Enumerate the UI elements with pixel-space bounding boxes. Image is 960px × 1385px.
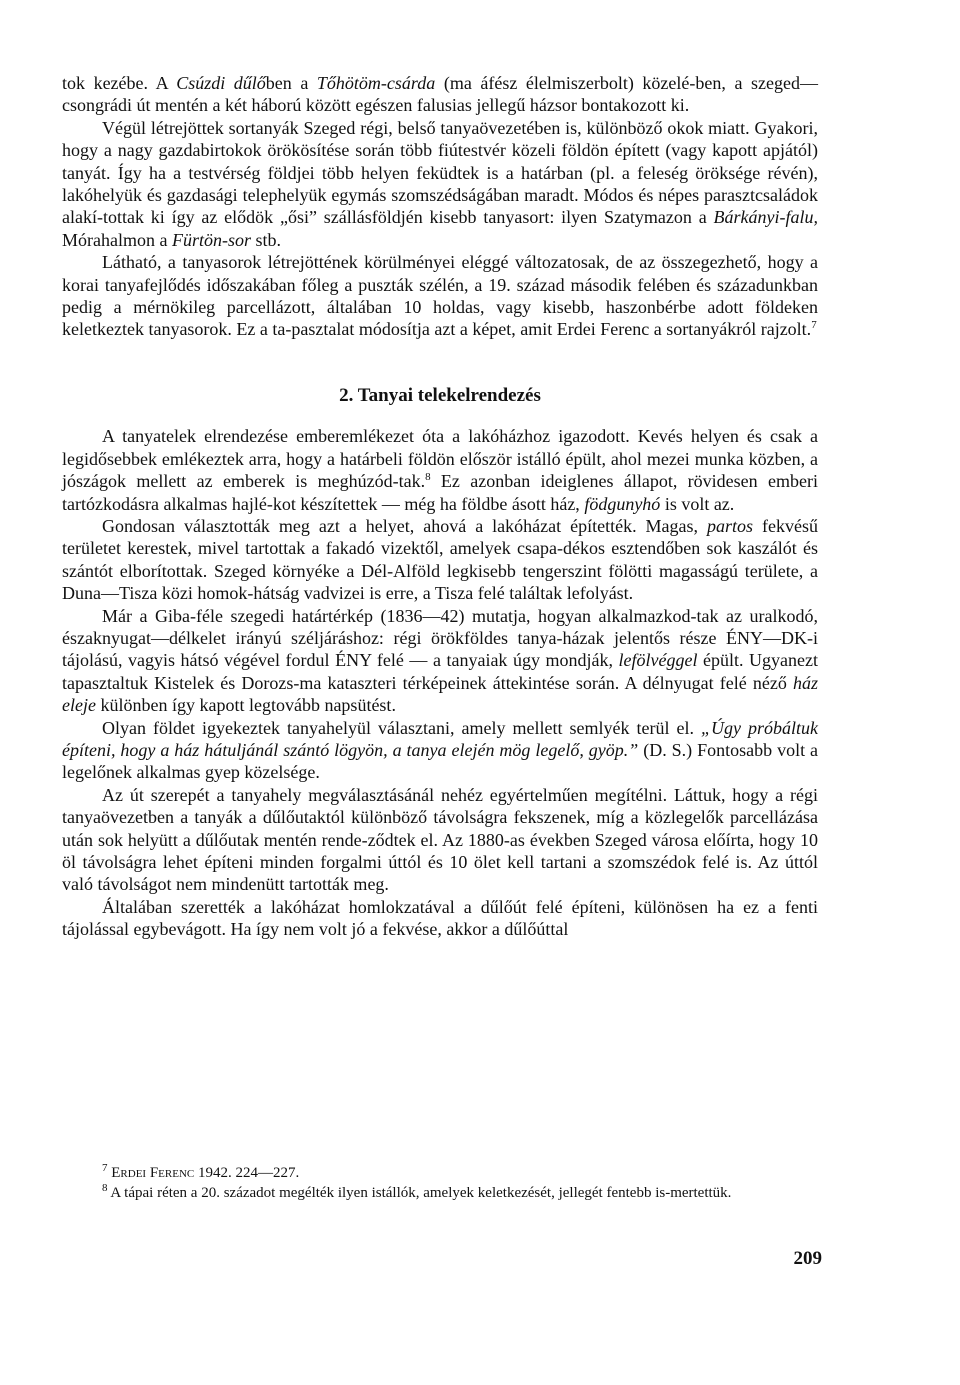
paragraph [62,605,818,717]
body-text [62,72,818,941]
text-run: Mórahalmon a [62,229,172,250]
text-run: (D. S.) Fontosabb volt a legelőnek alkalmas gyep közelsége. [62,739,819,783]
italic-text: partos [707,515,754,536]
footnote-ref: 7 [102,1162,108,1174]
italic-text: lefölvéggel [618,650,698,671]
text-run: ben a [265,73,317,93]
text-run: különben így kapott legtovább napsütést. [95,695,396,716]
text-run: tok kezébe. A [62,73,177,93]
italic-text: Csúzdi dűlő [176,73,266,93]
italic-text: „Úgy próbáltuk építeni, hogy a ház hátuljánál szántó lögyön, a tanya elején mög legelő, gyöp.” [62,717,818,760]
paragraph [62,72,818,117]
text-run: épült. Ugyanezt tapasztaltuk Kistelek és Dorozs-ma kataszteri térképeinek áttekintése során. A délnyugat felé néző [62,650,818,693]
footnote [62,1183,818,1203]
author-name: Erdei Ferenc [111,1165,195,1181]
section-heading [62,385,818,407]
paragraph [62,117,818,251]
text-run: Gondosan választották meg azt a helyet, ahová a lakóházat építették. Magas, [102,515,708,536]
footnote-ref: 8 [102,1182,108,1194]
italic-text: Tőhötöm-csárda [316,73,436,93]
text-run: 2. Tanyai telekelrendezés [339,384,541,406]
paragraph [62,717,818,784]
text-run: A tápai réten a 20. századot megélték ilyen istállók, amelyek keletkezését, jellegét fentebb is-mertettük. [107,1185,732,1201]
text-run: Olyan földet igyekeztek tanyahelyül választani, amely mellett semlyék terül el. [102,717,701,738]
page-number: 209 [793,1248,822,1269]
paragraph [62,251,818,341]
italic-text: Fürtön-sor [171,229,251,250]
text-run: stb. [250,229,281,250]
italic-text: födgunyhó [584,493,661,514]
text-run: Látható, a tanyasorok létrejöttének körülményei eléggé változatosak, de az összegezhető, hogy a korai tanyafejlődés időszakában főleg a puszták szélén, a 19. század második felében és századunkban pedig a mérnökileg parcellázott, általában 10 holdas, vagy kisebb, haszonbérbe adott földeken keletkeztek tanyasorok. Ez a ta-pasztalat módosítja azt a képet, amit Erdei Ferenc a sortanyákról rajzolt. [62,252,818,340]
text-run: Ez azonban ideiglenes állapot, rövidesen emberi tartózkodásra alkalmas hajlé-kot készítettek — még ha földbe ásott ház, [62,471,818,514]
paragraph [62,896,818,941]
text-run: (ma áfész élelmiszerbolt) közelé-ben, a szeged—csongrádi út mentén a két háború között egészen falusias jellegű házsor bontakozott ki. [62,73,818,116]
paragraph [62,515,818,605]
footnote-ref: 7 [811,319,817,332]
text-run: Végül létrejöttek sortanyák Szeged régi, belső tanyaövezetében is, különböző okok miatt. Gyakori, hogy a nagy gazdabirtokok örökösítése során több fiútestvér közeli földön épített (vagy kapott apjától) tanyát. Így ha a testvérség földjei több helyen feküdtek is a határban (pl. a feleség öröksége révén), lakóhelyük és gazdasági telephelyük egymás szomszédságában maradt. Módos és népes parasztcsaládok alakí-tottak ki így az elődök „ősi” szállásföldjén kisebb tanyasort: ilyen Szatymazon a [62,117,818,228]
paragraph [62,784,818,896]
italic-text: ház eleje [62,672,818,716]
text-run: A tanyatelek elrendezése emberemlékezet óta a lakóházhoz igazodott. Kevés helyen és csak a legidősebbek emlékeztek arra, hogy a határbeli földön először istálló épült, ahol mezei munka közben, a jószágok mellett az emberek is meghúzód-tak. [62,426,818,492]
text-run: Általában szerették a lakóházat homlokzatával a dűlőút felé építeni, különösen ha ez a fenti tájolással egybevágott. Ha így nem volt jó a fekvése, akkor a dűlőúttal [62,896,818,940]
text-run: is volt az. [660,493,735,514]
footnotes [62,1163,818,1203]
text-run: fekvésű területet kerestek, mivel tartottak a fakadó vizektől, amelyek csapa-dékos esztendőben sok kaszálót és szántót elborítottak. Szeged környéke a Dél-Alföld legkisebb tengerszint fölötti magasságú területe, a Duna—Tisza közi homok-hátság vadvizei is erre, a Tisza felé találtak lefolyást. [62,515,818,604]
footnote-ref: 8 [425,471,431,484]
text-run: 1942. 224—227. [194,1165,300,1181]
text-run: Az út szerepét a tanyahely megválasztásánál nehéz egyértelműen megítélni. Láttuk, hogy a régi tanyaövezetben a tanyák a dűlőutaktól különböző távolságra fekszenek, míg a közlegelők parcellázása után sok helyütt a dűlőutak mentén rende-ződtek el. Az 1880-as években Szeged városa előírta, hogy 10 öl távolságra lehet építeni minden forgalmi úttól és 10 ölet kell tartani a szomszédok felé is. Az úttól való távolságot nem mindenütt tartották meg. [62,784,818,895]
text-run: Már a Giba-féle szegedi határtérkép (1836—42) mutatja, hogyan alkalmazkod-tak az uralkodó, északnyugat—délkelet irányú széljáráshoz: régi örökföldes tanya-házak jelentős része ÉNY—DK-i tájolású, vagyis hátsó végével fordul ÉNY felé — a tanyaiak úgy mondják, [62,605,818,671]
italic-text: Bárkányi-falu, [713,207,818,228]
paragraph [62,425,818,515]
footnote [62,1163,818,1183]
